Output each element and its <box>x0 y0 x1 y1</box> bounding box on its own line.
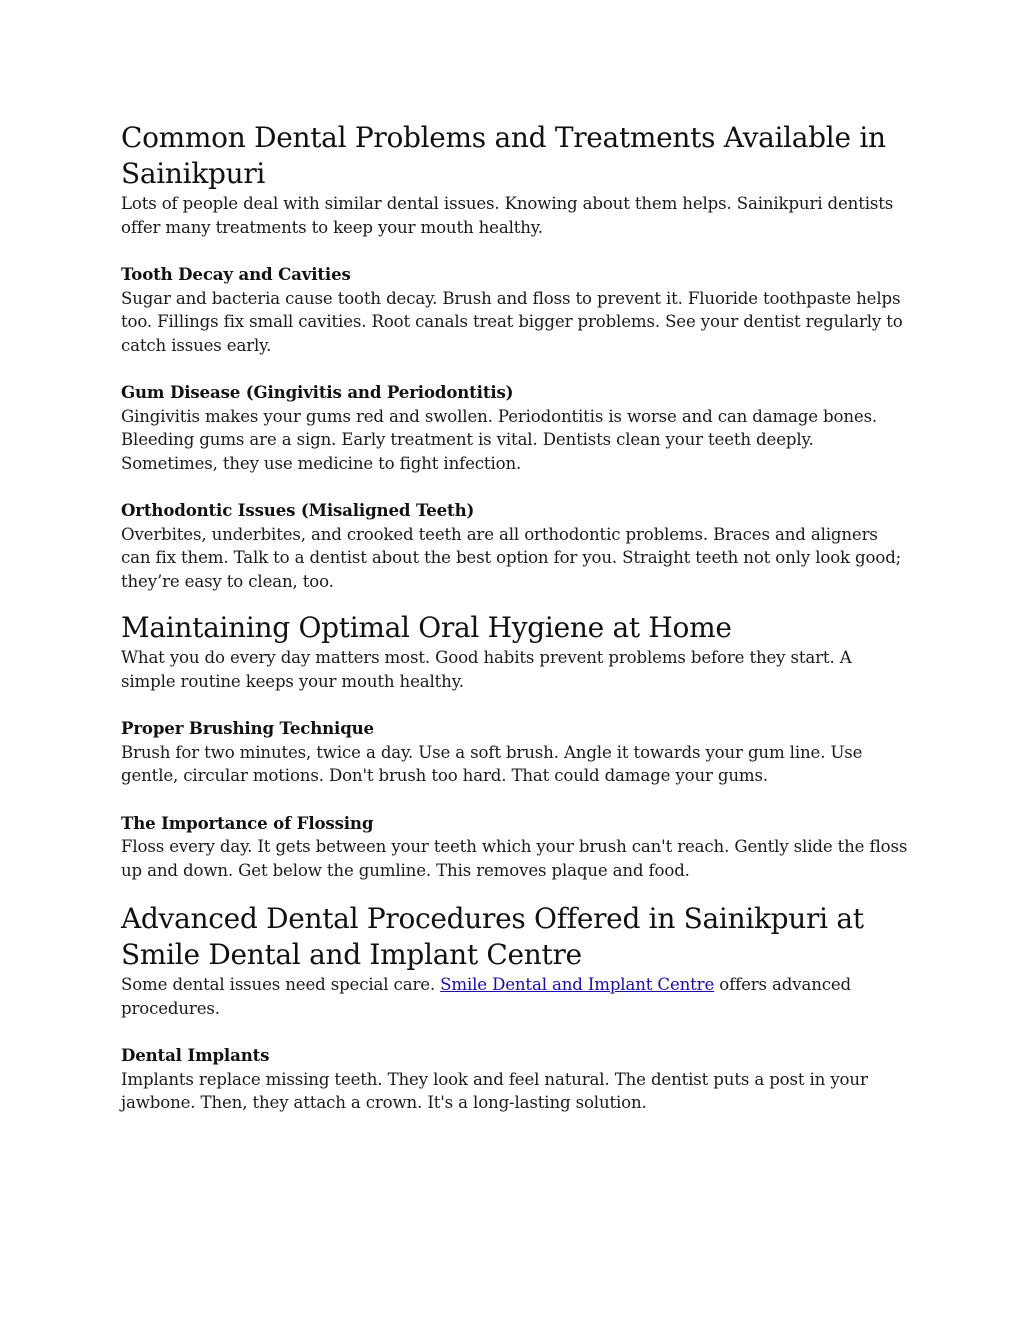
intro-text-after-link: offers advanced procedures. <box>121 975 852 1018</box>
section-intro-common-dental-problems: Lots of people deal with similar dental issues. Knowing about them helps. Sainikpuri dentists offer many treatments to keep your mouth healthy. <box>121 194 894 237</box>
subheading-tooth-decay: Tooth Decay and Cavities <box>121 264 351 284</box>
paragraph-tooth-decay: Sugar and bacteria cause tooth decay. Brush and floss to prevent it. Fluoride toothpaste helps too. Fillings fix small cavities. Root canals treat bigger problems. See your dentist regularly to catch issues early. <box>121 288 903 355</box>
subheading-orthodontic-issues: Orthodontic Issues (Misaligned Teeth) <box>121 500 475 520</box>
section-heading-oral-hygiene: Maintaining Optimal Oral Hygiene at Home <box>121 611 732 644</box>
section-intro-advanced-procedures <box>121 973 911 1020</box>
paragraph-dental-implants: Implants replace missing teeth. They look and feel natural. The dentist puts a post in your jawbone. Then, they attach a crown. It's a long-lasting solution. <box>121 1069 868 1112</box>
subheading-dental-implants: Dental Implants <box>121 1045 270 1065</box>
intro-text-before-link: Some dental issues need special care. <box>121 975 441 994</box>
paragraph-flossing: Floss every day. It gets between your teeth which your brush can't reach. Gently slide the floss up and down. Get below the gumline. This removes plaque and food. <box>121 837 908 880</box>
subheading-flossing: The Importance of Flossing <box>121 812 374 833</box>
section-heading-advanced-procedures: Advanced Dental Procedures Offered in Sainikpuri at Smile Dental and Implant Centre <box>121 902 864 971</box>
paragraph-brushing-technique: Brush for two minutes, twice a day. Use a soft brush. Angle it towards your gum line. Use gentle, circular motions. Don't brush too hard. That could damage your gums. <box>121 742 863 785</box>
subheading-brushing-technique: Proper Brushing Technique <box>121 718 374 738</box>
section-heading-common-dental-problems: Common Dental Problems and Treatments Available in Sainikpuri <box>121 121 886 190</box>
document-page <box>121 120 911 1115</box>
section-intro-oral-hygiene: What you do every day matters most. Good habits prevent problems before they start. A simple routine keeps your mouth healthy. <box>121 648 852 691</box>
paragraph-gum-disease: Gingivitis makes your gums red and swollen. Periodontitis is worse and can damage bones. Bleeding gums are a sign. Early treatment is vital. Dentists clean your teeth deeply. Sometimes, they use medicine to fight infection. <box>121 406 878 473</box>
subheading-gum-disease: Gum Disease (Gingivitis and Periodontitis) <box>121 382 514 402</box>
paragraph-orthodontic-issues: Overbites, underbites, and crooked teeth are all orthodontic problems. Braces and aligners can fix them. Talk to a dentist about the best option for you. Straight teeth not only look good; they’re easy to clean, too. <box>121 524 902 591</box>
smile-dental-centre-link[interactable]: Smile Dental and Implant Centre <box>440 975 715 994</box>
